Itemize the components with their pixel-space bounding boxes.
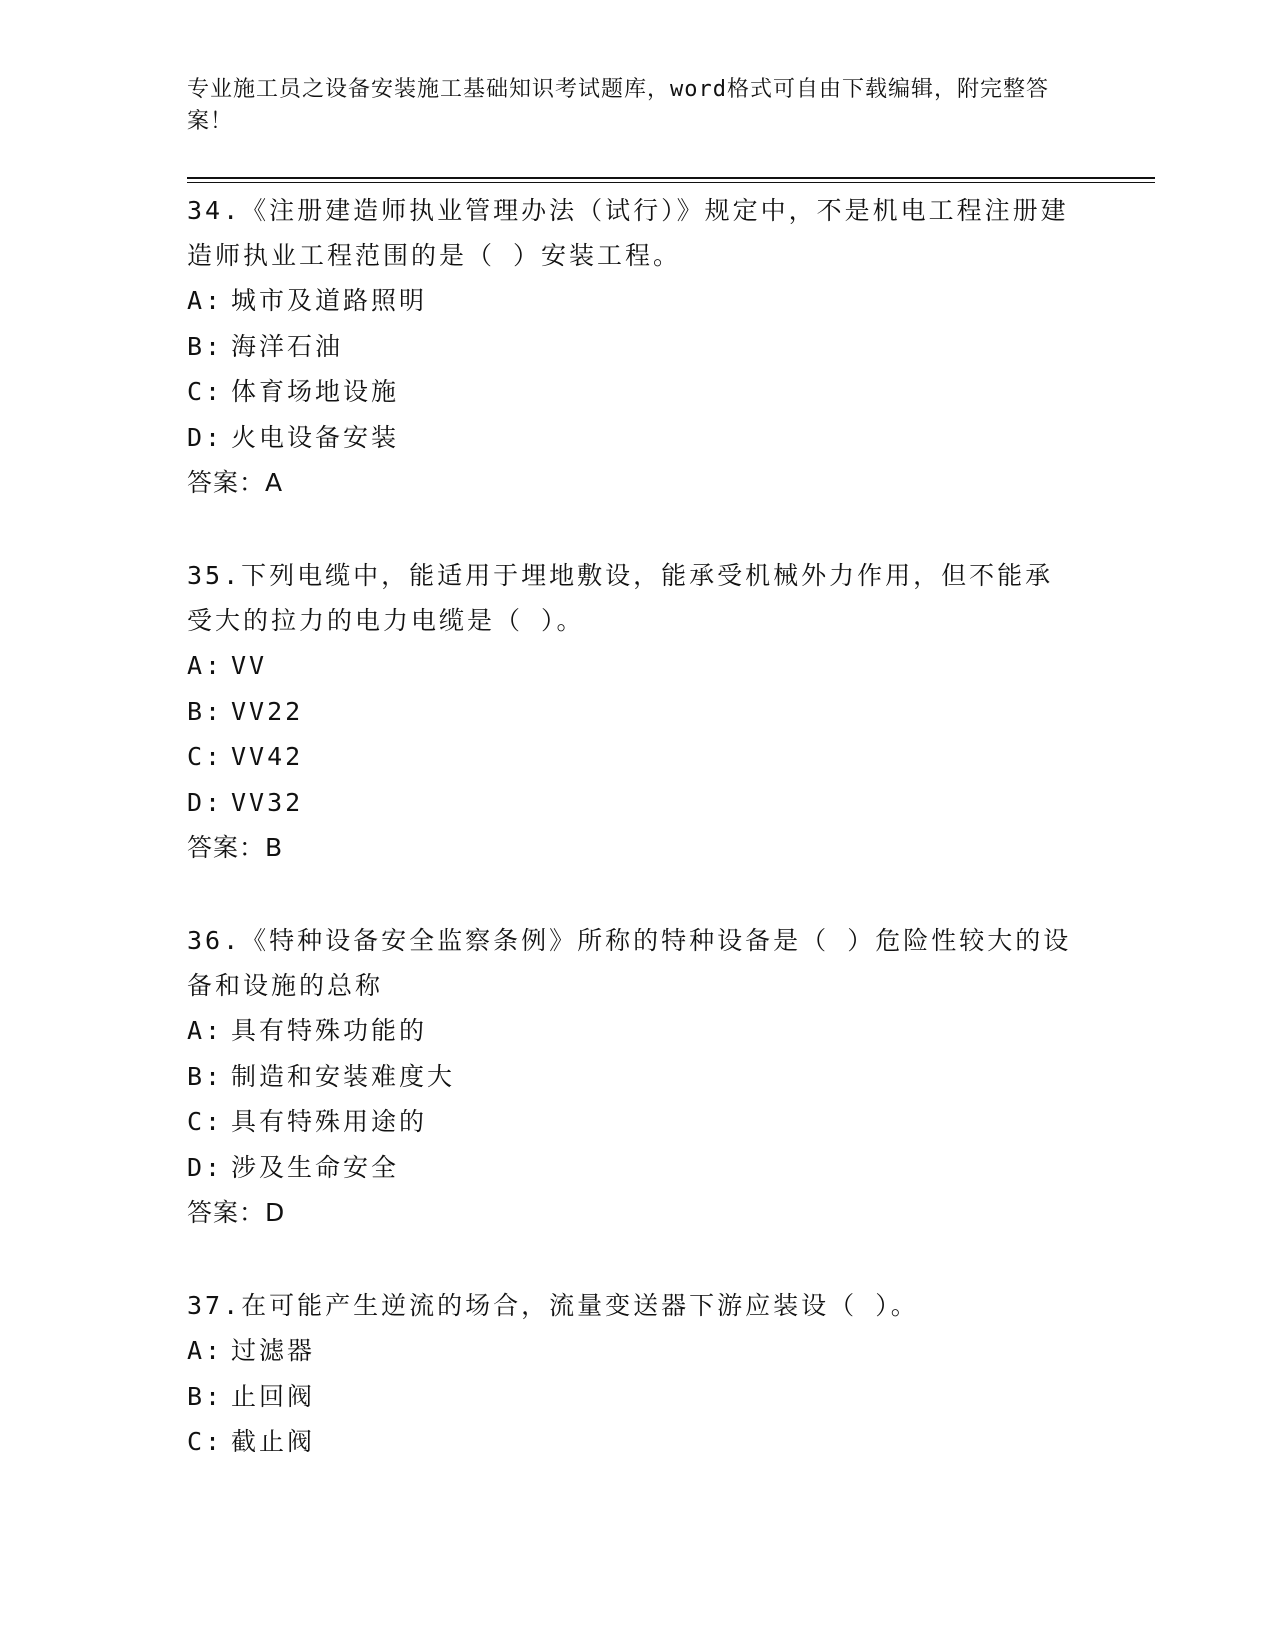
option-key: C: [187,1107,224,1136]
answer-line: 答案：D [187,1198,286,1227]
option-d [187,1145,1087,1191]
option-text: 火电设备安装 [231,422,400,452]
question-34 [187,188,1087,505]
option-key: A: [187,286,224,315]
document-header: 专业施工员之设备安装施工基础知识考试题库，word格式可自由下载编辑，附完整答案！ [187,77,1049,134]
option-key: B: [187,1061,224,1091]
option-c [187,1419,1087,1465]
option-key: B: [187,696,224,726]
answer-line: 答案：A [187,468,284,497]
option-a [187,1328,1087,1374]
option-c [187,1099,1087,1145]
option-text: 制造和安装难度大 [231,1061,456,1091]
question-list [187,188,1087,1513]
option-b [187,324,1087,370]
option-a [187,643,1087,689]
option-c [187,734,1087,780]
option-text: 止回阀 [231,1381,316,1411]
option-a [187,278,1087,324]
option-b [187,1054,1087,1100]
question-stem: 37.在可能产生逆流的场合，流量变送器下游应装设（ ）。 [187,1291,919,1320]
question-35 [187,553,1087,870]
option-key: D: [187,787,224,817]
option-key: C: [187,742,224,771]
option-text: 过滤器 [231,1336,316,1365]
option-key: B: [187,1381,224,1411]
option-text: 海洋石油 [231,331,344,361]
option-key: C: [187,1427,224,1456]
option-text: 具有特殊功能的 [231,1016,428,1045]
option-b [187,1374,1087,1420]
option-a [187,1008,1087,1054]
option-key: C: [187,377,224,406]
option-key: A: [187,651,224,680]
option-text: VV [231,651,268,680]
option-key: D: [187,422,224,452]
option-text: 具有特殊用途的 [231,1107,428,1136]
option-c [187,369,1087,415]
option-text: VV22 [231,696,304,726]
question-36 [187,918,1087,1235]
option-text: VV32 [231,787,304,817]
option-key: B: [187,331,224,361]
option-d [187,780,1087,826]
option-text: VV42 [231,742,304,771]
option-text: 涉及生命安全 [231,1152,400,1182]
option-text: 体育场地设施 [231,377,400,406]
option-text: 截止阀 [231,1427,316,1456]
option-key: D: [187,1152,224,1182]
option-key: A: [187,1336,224,1365]
question-stem: 34.《注册建造师执业管理办法（试行）》规定中，不是机电工程注册建造师执业工程范围的是（ ）安装工程。 [187,196,1069,270]
question-stem: 36.《特种设备安全监察条例》所称的特种设备是（ ）危险性较大的设备和设施的总称 [187,926,1072,1000]
option-d [187,415,1087,461]
question-stem: 35.下列电缆中，能适用于埋地敷设，能承受机械外力作用，但不能承受大的拉力的电力电缆是（ ）。 [187,561,1054,635]
option-b [187,689,1087,735]
option-key: A: [187,1016,224,1045]
header-divider-thick [187,177,1155,179]
option-text: 城市及道路照明 [231,286,428,315]
header-divider-thin [187,182,1155,183]
question-37 [187,1283,1087,1465]
answer-line: 答案：B [187,833,284,862]
